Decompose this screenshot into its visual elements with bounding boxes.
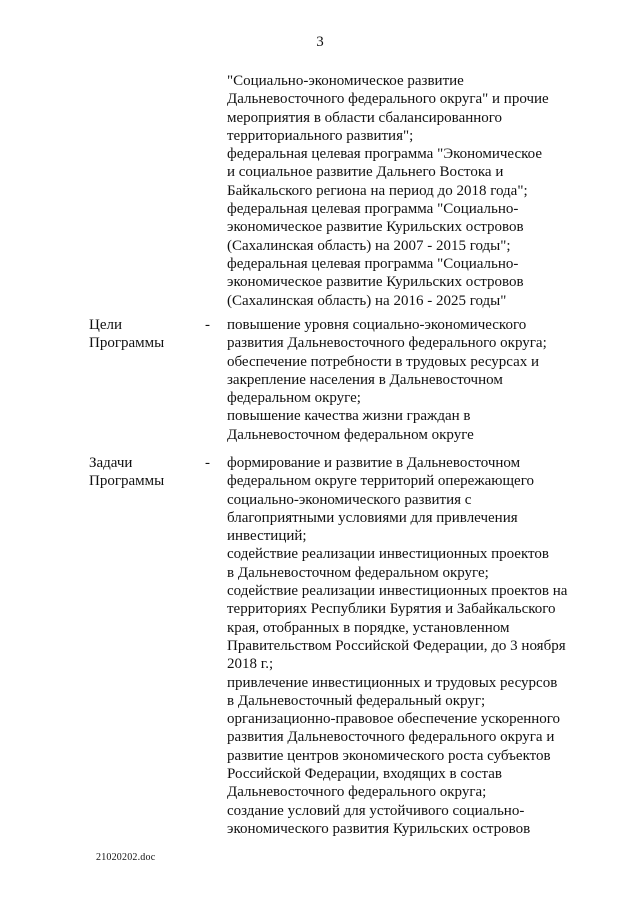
tasks-line: в Дальневосточном федеральном округе; <box>227 564 489 581</box>
tasks-dash: - <box>205 455 210 471</box>
tasks-line: Правительством Российской Федерации, до 3 ноября <box>227 637 566 654</box>
page-number: 3 <box>316 34 324 50</box>
intro-line: Дальневосточного федерального округа" и прочие <box>227 91 549 108</box>
document-file-code: 21020202.doc <box>96 852 156 863</box>
intro-text <box>227 72 607 310</box>
tasks-label <box>89 454 199 491</box>
goals-label-line: Программы <box>89 335 165 352</box>
tasks-line: социально-экономического развития с <box>227 491 472 508</box>
intro-line: федеральная целевая программа "Социально- <box>227 201 519 218</box>
tasks-line: благоприятными условиями для привлечения <box>227 509 518 526</box>
goals-dash: - <box>205 317 210 333</box>
goals-line: развития Дальневосточного федерального округа; <box>227 335 547 352</box>
goals-label <box>89 316 199 353</box>
tasks-line: 2018 г.; <box>227 656 274 673</box>
intro-line: Байкальского региона на период до 2018 года"; <box>227 182 528 199</box>
tasks-line: развитие центров экономического роста субъектов <box>227 747 551 764</box>
goals-line: повышение уровня социально-экономического <box>227 317 527 333</box>
intro-line: федеральная целевая программа "Социально- <box>227 255 519 272</box>
goals-line: федеральном округе; <box>227 390 361 407</box>
goals-line: повышение качества жизни граждан в <box>227 408 471 425</box>
tasks-line: содействие реализации инвестиционных проектов на <box>227 583 568 600</box>
tasks-line: территориях Республики Бурятия и Забайкальского <box>227 601 556 618</box>
tasks-label-line: Задачи <box>89 455 133 471</box>
tasks-line: инвестиций; <box>227 528 307 545</box>
intro-line: (Сахалинская область) на 2007 - 2015 годы"; <box>227 237 511 254</box>
intro-line: и социальное развитие Дальнего Востока и <box>227 164 504 181</box>
tasks-line: создание условий для устойчивого социально- <box>227 802 525 819</box>
intro-line: "Социально-экономическое развитие <box>227 73 464 89</box>
tasks-line: Дальневосточного федерального округа; <box>227 784 487 801</box>
tasks-line: развития Дальневосточного федерального округа и <box>227 729 555 746</box>
tasks-line: федеральном округе территорий опережающего <box>227 473 534 490</box>
intro-line: экономическое развитие Курильских островов <box>227 274 524 291</box>
tasks-line: привлечение инвестиционных и трудовых ресурсов <box>227 674 558 691</box>
tasks-text <box>227 454 607 838</box>
goals-line: Дальневосточном федеральном округе <box>227 426 474 443</box>
intro-line: мероприятия в области сбалансированного <box>227 109 503 126</box>
intro-line: (Сахалинская область) на 2016 - 2025 годы" <box>227 292 507 309</box>
tasks-line: экономического развития Курильских островов <box>227 820 531 837</box>
tasks-line: Российской Федерации, входящих в состав <box>227 766 502 783</box>
tasks-label-line: Программы <box>89 473 165 490</box>
tasks-line: формирование и развитие в Дальневосточном <box>227 455 521 471</box>
goals-line: обеспечение потребности в трудовых ресурсах и <box>227 353 540 370</box>
goals-label-line: Цели <box>89 317 123 333</box>
intro-line: экономическое развитие Курильских островов <box>227 219 524 236</box>
goals-line: закрепление населения в Дальневосточном <box>227 371 503 388</box>
intro-line: федеральная целевая программа "Экономическое <box>227 146 542 163</box>
tasks-line: организационно-правовое обеспечение ускоренного <box>227 711 561 728</box>
goals-text <box>227 316 607 444</box>
tasks-line: содействие реализации инвестиционных проектов <box>227 546 549 563</box>
tasks-line: края, отобранных в порядке, установленном <box>227 619 510 636</box>
intro-line: территориального развития"; <box>227 127 414 144</box>
tasks-line: в Дальневосточный федеральный округ; <box>227 692 486 709</box>
